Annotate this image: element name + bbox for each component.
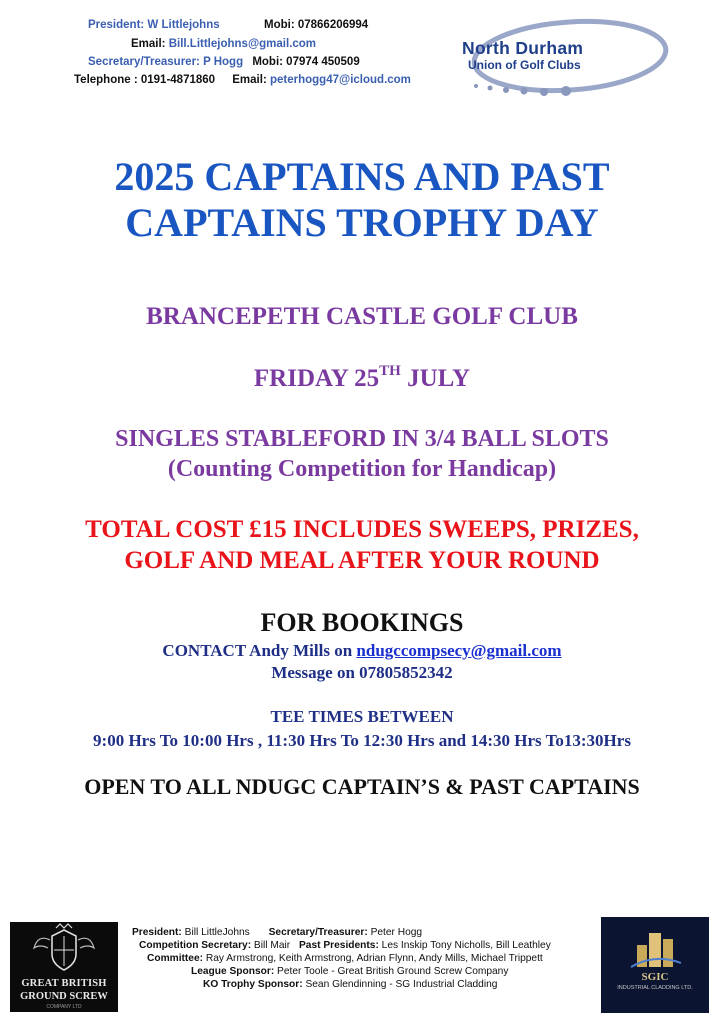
email-label: Email: [232,74,267,86]
cost-line2: GOLF AND MEAL AFTER YOUR ROUND [124,547,600,574]
bookings-message: Message on 07805852342 [271,663,453,682]
footer-line-1 [132,926,422,939]
logo-subtitle: Union of Golf Clubs [468,58,581,72]
ndugc-logo [446,12,672,108]
footer-line-5 [203,978,497,991]
buildings-icon [601,917,709,973]
format-line1: SINGLES STABLEFORD IN 3/4 BALL SLOTS [115,426,609,452]
cost-line1: TOTAL COST £15 INCLUDES SWEEPS, PRIZES, [85,516,639,543]
footer-ko-sponsor: Sean Glendinning - SG Industrial Cladding [302,979,498,990]
secretary-email[interactable]: peterhogg47@icloud.com [269,74,411,86]
date-day: FRIDAY 25 [253,365,380,392]
footer-ko-label: KO Trophy Sponsor: [203,979,303,990]
tee-times-heading: TEE TIMES BETWEEN [270,707,454,726]
sg-name: SGIC [641,971,669,983]
footer-committee: Ray Armstrong, Keith Armstrong, Adrian Flynn, Andy Mills, Michael Trippett [203,953,543,964]
footer-committee-label: Committee: [147,953,204,964]
telephone: Telephone : 0191-4871860 [74,74,216,86]
crest-icon [10,922,118,978]
president-email[interactable]: Bill.Littlejohns@gmail.com [168,38,317,50]
president-name: President: W Littlejohns [88,19,220,31]
telephone-row [74,71,411,89]
gbgs-name-line3: COMPANY LTD [46,1004,82,1010]
event-title-line2: CAPTAINS TROPHY DAY [125,200,599,245]
president-email-row [131,35,316,53]
footer-comp-sec-label: Competition Secretary: [139,940,252,951]
footer-line-4 [191,965,508,978]
footer-league-sponsor: Peter Toole - Great British Ground Screw Company [274,966,509,977]
footer-past-label: Past Presidents: [299,940,379,951]
event-date [0,364,724,394]
sg-tagline: INDUSTRIAL CLADDING LTD. [617,985,693,991]
event-title-line1: 2025 CAPTAINS AND PAST [114,154,610,199]
date-month: JULY [400,365,471,392]
tee-times: 9:00 Hrs To 10:00 Hrs , 11:30 Hrs To 12:30 Hrs and 14:30 Hrs To13:30Hrs [93,731,631,750]
gbgs-name-line1: GREAT BRITISH [21,978,107,989]
email-label: Email: [131,38,166,50]
footer-president: Bill LittleJohns [181,927,250,938]
secretary-row [88,53,360,71]
format-line2: (Counting Competition for Handicap) [167,456,557,482]
footer-line-2 [139,939,551,952]
total-cost [0,514,724,576]
footer-president-label: President: [132,927,182,938]
footer-secretary: Peter Hogg [367,927,423,938]
venue: BRANCEPETH CASTLE GOLF CLUB [146,303,578,330]
great-british-ground-screw-logo [10,922,118,1012]
contact-email-link[interactable]: ndugccompsecy@gmail.com [356,641,562,660]
sg-industrial-cladding-logo [601,917,709,1013]
bookings-heading: FOR BOOKINGS [260,608,464,637]
date-ordinal: TH [379,362,401,379]
footer-secretary-label: Secretary/Treasurer: [268,927,368,938]
footer-line-3 [147,952,543,965]
secretary-mobile: Mobi: 07974 450509 [252,56,360,68]
open-to: OPEN TO ALL NDUGC CAPTAIN’S & PAST CAPTAINS [84,774,640,799]
logo-title: North Durham [462,38,584,58]
bookings-contact [0,640,724,661]
secretary-name: Secretary/Treasurer: P Hogg [88,56,244,68]
president-mobile: Mobi: 07866206994 [264,19,369,31]
contact-text: CONTACT Andy Mills on [162,641,357,660]
competition-format [0,424,724,484]
event-title [0,154,724,246]
gbgs-name-line2: GROUND SCREW [20,991,108,1002]
footer-past-presidents: Les Inskip Tony Nicholls, Bill Leathley [378,940,551,951]
footer-league-label: League Sponsor: [191,966,275,977]
footer-comp-sec: Bill Mair [251,940,291,951]
